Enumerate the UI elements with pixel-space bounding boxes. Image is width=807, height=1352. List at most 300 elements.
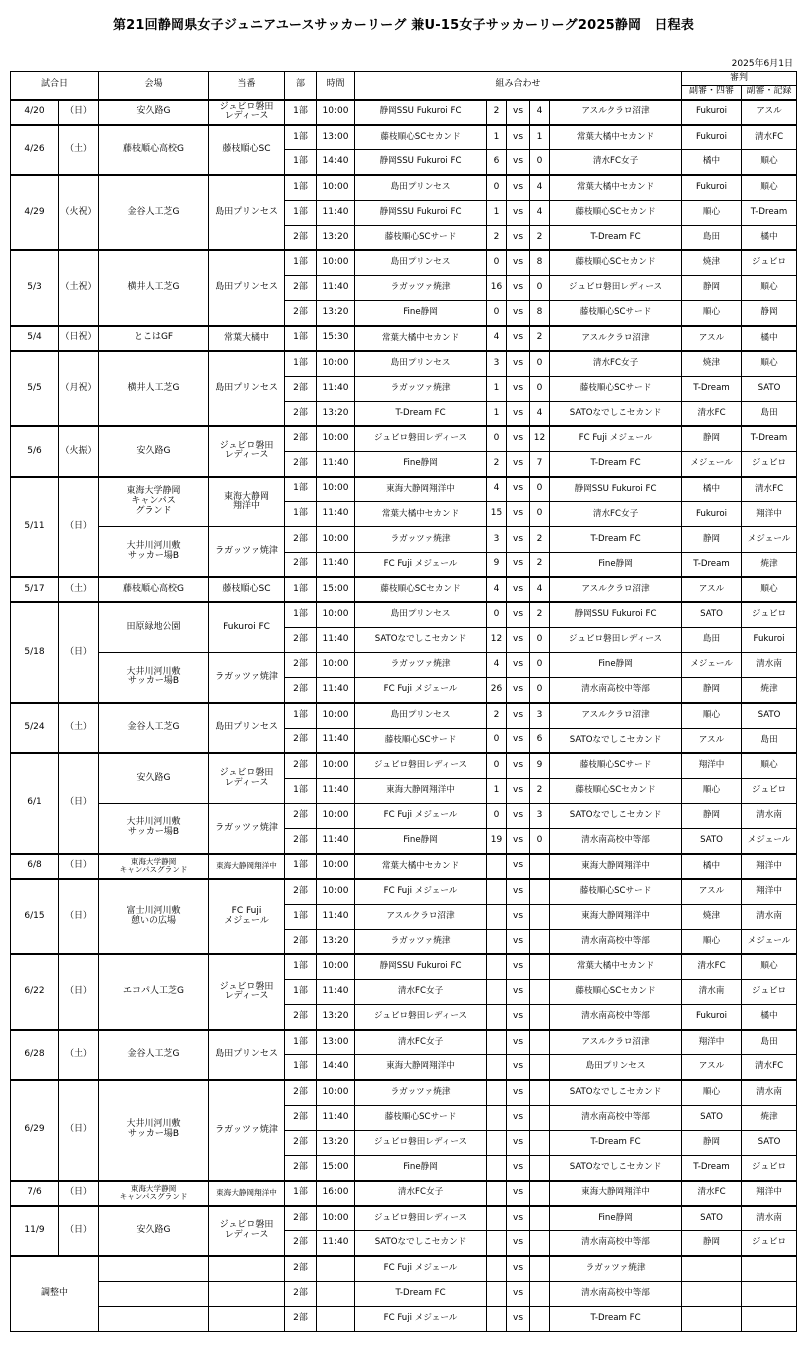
referee-record: 順心 <box>742 351 797 376</box>
match-dow: （土） <box>59 1030 99 1080</box>
referee-sub: 静岡 <box>682 426 742 451</box>
referee-sub: 清水FC <box>682 1181 742 1206</box>
referee-sub: Fukuroi <box>682 502 742 527</box>
match-date: 5/24 <box>11 703 59 753</box>
vs-label: vs <box>507 753 530 778</box>
match-date: 5/11 <box>11 477 59 578</box>
vs-label: vs <box>507 225 530 250</box>
division-cell: 1部 <box>285 175 317 200</box>
host-cell: ラガッツァ焼津 <box>209 653 285 703</box>
venue-cell: 東海大学静岡 キャンパスグランド <box>99 1181 209 1206</box>
away-team: 静岡SSU Fukuroi FC <box>550 602 682 627</box>
division-cell: 2部 <box>285 451 317 476</box>
away-team: 藤枝順心SCセカンド <box>550 250 682 275</box>
referee-record: ジュビロ <box>742 602 797 627</box>
referee-sub: 順心 <box>682 1080 742 1105</box>
home-team: 島田プリンセス <box>355 602 487 627</box>
away-score: 2 <box>530 552 550 577</box>
home-team: ラガッツァ焼津 <box>355 653 487 678</box>
vs-label: vs <box>507 200 530 225</box>
time-cell: 11:40 <box>317 376 355 401</box>
match-row <box>11 954 797 979</box>
away-score <box>530 904 550 929</box>
match-date: 6/8 <box>11 854 59 879</box>
referee-record: 順心 <box>742 275 797 300</box>
away-score <box>530 1005 550 1030</box>
home-score <box>487 1005 507 1030</box>
division-cell: 2部 <box>285 678 317 703</box>
division-cell: 1部 <box>285 326 317 351</box>
match-row <box>11 577 797 602</box>
time-cell: 15:00 <box>317 1155 355 1180</box>
referee-record: 清水FC <box>742 125 797 150</box>
vs-label: vs <box>507 854 530 879</box>
vs-label: vs <box>507 100 530 125</box>
vs-label: vs <box>507 426 530 451</box>
match-row <box>11 602 797 627</box>
time-cell: 10:00 <box>317 703 355 728</box>
away-team: SATOなでしこセカンド <box>550 401 682 426</box>
home-score <box>487 929 507 954</box>
division-cell: 2部 <box>285 728 317 753</box>
division-cell: 1部 <box>285 150 317 175</box>
host-cell: ラガッツァ焼津 <box>209 803 285 853</box>
referee-record: 清水南 <box>742 904 797 929</box>
match-date: 5/18 <box>11 602 59 703</box>
away-team: アスルクラロ沼津 <box>550 326 682 351</box>
time-cell: 11:40 <box>317 979 355 1004</box>
referee-sub: 順心 <box>682 778 742 803</box>
match-dow: （日） <box>59 1080 99 1181</box>
match-date: 11/9 <box>11 1206 59 1256</box>
time-cell: 11:40 <box>317 1231 355 1256</box>
time-cell: 13:20 <box>317 225 355 250</box>
match-row <box>11 477 797 502</box>
host-cell: 島田プリンセス <box>209 175 285 250</box>
venue-cell: 田原緑地公園 <box>99 602 209 652</box>
referee-sub: 順心 <box>682 301 742 326</box>
vs-label: vs <box>507 275 530 300</box>
home-score: 2 <box>487 451 507 476</box>
referee-record: Fukuroi <box>742 627 797 652</box>
referee-sub: アスル <box>682 728 742 753</box>
away-team: 清水南高校中等部 <box>550 1231 682 1256</box>
referee-record: 翔洋中 <box>742 1181 797 1206</box>
home-score: 3 <box>487 351 507 376</box>
venue-cell <box>99 1306 209 1331</box>
home-team: 藤枝順心SCセカンド <box>355 577 487 602</box>
time-cell: 10:00 <box>317 426 355 451</box>
home-team: 清水FC女子 <box>355 1030 487 1055</box>
home-score: 0 <box>487 426 507 451</box>
away-score <box>530 1030 550 1055</box>
referee-sub: 静岡 <box>682 275 742 300</box>
venue-cell: 大井川河川敷 サッカー場B <box>99 1080 209 1181</box>
time-cell <box>317 1256 355 1281</box>
away-score: 12 <box>530 426 550 451</box>
referee-record: メジェール <box>742 929 797 954</box>
away-score: 0 <box>530 627 550 652</box>
home-team: 静岡SSU Fukuroi FC <box>355 200 487 225</box>
venue-cell: 大井川河川敷 サッカー場B <box>99 803 209 853</box>
match-date: 5/17 <box>11 577 59 602</box>
home-score: 15 <box>487 502 507 527</box>
home-team: 島田プリンセス <box>355 175 487 200</box>
vs-label: vs <box>507 602 530 627</box>
host-cell: ジュビロ磐田 レディース <box>209 753 285 803</box>
match-dow: （土祝） <box>59 250 99 325</box>
match-date: 4/29 <box>11 175 59 250</box>
home-score <box>487 1231 507 1256</box>
referee-sub: 橘中 <box>682 150 742 175</box>
venue-cell: 富士川河川敷 憩いの広場 <box>99 879 209 954</box>
away-score: 0 <box>530 678 550 703</box>
away-team: 清水FC女子 <box>550 150 682 175</box>
away-score <box>530 1206 550 1231</box>
referee-sub: メジェール <box>682 653 742 678</box>
time-cell: 14:40 <box>317 150 355 175</box>
away-team: 静岡SSU Fukuroi FC <box>550 477 682 502</box>
division-cell: 2部 <box>285 1281 317 1306</box>
time-cell: 11:40 <box>317 728 355 753</box>
host-cell: ラガッツァ焼津 <box>209 527 285 577</box>
home-team: FC Fuji メジェール <box>355 1306 487 1331</box>
away-team: 常葉大橘中セカンド <box>550 175 682 200</box>
division-cell: 2部 <box>285 275 317 300</box>
away-score: 1 <box>530 125 550 150</box>
vs-label: vs <box>507 577 530 602</box>
referee-sub: 順心 <box>682 200 742 225</box>
referee-record: 清水南 <box>742 653 797 678</box>
referee-sub: アスル <box>682 577 742 602</box>
home-score <box>487 954 507 979</box>
match-row <box>11 1306 797 1331</box>
division-cell: 1部 <box>285 477 317 502</box>
referee-record: SATO <box>742 703 797 728</box>
match-dow: （火振） <box>59 426 99 476</box>
away-score <box>530 979 550 1004</box>
vs-label: vs <box>507 1281 530 1306</box>
home-team: Fine静岡 <box>355 1155 487 1180</box>
host-cell: Fukuroi FC <box>209 602 285 652</box>
vs-label: vs <box>507 1080 530 1105</box>
away-score: 7 <box>530 451 550 476</box>
home-team: 島田プリンセス <box>355 703 487 728</box>
away-score: 0 <box>530 376 550 401</box>
time-cell: 11:40 <box>317 829 355 854</box>
division-cell: 2部 <box>285 879 317 904</box>
division-cell: 1部 <box>285 125 317 150</box>
issue-date: 2025年6月1日 <box>731 59 793 69</box>
vs-label: vs <box>507 1231 530 1256</box>
division-cell: 2部 <box>285 627 317 652</box>
header-ref-record: 副審・記録 <box>742 86 797 100</box>
home-score: 0 <box>487 753 507 778</box>
away-team: アスルクラロ沼津 <box>550 703 682 728</box>
match-dow: （日祝） <box>59 326 99 351</box>
match-dow: （土） <box>59 577 99 602</box>
home-score <box>487 904 507 929</box>
home-team: FC Fuji メジェール <box>355 552 487 577</box>
match-dow: （日） <box>59 954 99 1029</box>
time-cell: 16:00 <box>317 1181 355 1206</box>
away-team: ジュビロ磐田レディース <box>550 275 682 300</box>
vs-label: vs <box>507 326 530 351</box>
away-team: 東海大静岡翔洋中 <box>550 904 682 929</box>
time-cell: 11:40 <box>317 678 355 703</box>
home-team: FC Fuji メジェール <box>355 803 487 828</box>
away-team: 清水南高校中等部 <box>550 1005 682 1030</box>
schedule-table <box>10 71 797 1332</box>
time-cell: 10:00 <box>317 954 355 979</box>
vs-label: vs <box>507 1306 530 1331</box>
referee-sub: T-Dream <box>682 552 742 577</box>
away-score <box>530 1231 550 1256</box>
venue-cell: 東海大学静岡 キャンパスグランド <box>99 854 209 879</box>
venue-cell: 藤枝順心高校G <box>99 577 209 602</box>
away-score: 8 <box>530 250 550 275</box>
referee-record <box>742 1281 797 1306</box>
vs-label: vs <box>507 477 530 502</box>
away-team: SATOなでしこセカンド <box>550 1155 682 1180</box>
referee-record: 島田 <box>742 728 797 753</box>
away-team: 清水FC女子 <box>550 502 682 527</box>
match-date: 5/5 <box>11 351 59 426</box>
division-cell: 1部 <box>285 602 317 627</box>
division-cell: 2部 <box>285 225 317 250</box>
home-score <box>487 879 507 904</box>
division-cell: 1部 <box>285 502 317 527</box>
referee-sub: 翔洋中 <box>682 753 742 778</box>
referee-sub: 清水FC <box>682 401 742 426</box>
referee-sub: 橘中 <box>682 854 742 879</box>
division-cell: 2部 <box>285 426 317 451</box>
division-cell: 1部 <box>285 100 317 125</box>
vs-label: vs <box>507 803 530 828</box>
home-team: T-Dream FC <box>355 401 487 426</box>
referee-sub <box>682 1281 742 1306</box>
division-cell: 2部 <box>285 527 317 552</box>
vs-label: vs <box>507 451 530 476</box>
venue-cell: 安久路G <box>99 426 209 476</box>
home-team: Fine静岡 <box>355 451 487 476</box>
match-row <box>11 125 797 150</box>
referee-record: 清水FC <box>742 1055 797 1080</box>
time-cell: 10:00 <box>317 527 355 552</box>
match-row <box>11 1256 797 1281</box>
away-score <box>530 854 550 879</box>
division-cell: 2部 <box>285 1130 317 1155</box>
match-row <box>11 653 797 678</box>
header-ref-sub: 副審・四審 <box>682 86 742 100</box>
division-cell: 2部 <box>285 1206 317 1231</box>
home-score: 9 <box>487 552 507 577</box>
home-team: 島田プリンセス <box>355 351 487 376</box>
away-team: SATOなでしこセカンド <box>550 728 682 753</box>
match-date: 6/28 <box>11 1030 59 1080</box>
referee-sub: 静岡 <box>682 678 742 703</box>
home-team: FC Fuji メジェール <box>355 678 487 703</box>
referee-record: 清水FC <box>742 477 797 502</box>
home-team: ラガッツァ焼津 <box>355 527 487 552</box>
home-team: 島田プリンセス <box>355 250 487 275</box>
home-score: 4 <box>487 477 507 502</box>
away-score: 8 <box>530 301 550 326</box>
time-cell: 13:00 <box>317 125 355 150</box>
division-cell: 2部 <box>285 1105 317 1130</box>
away-team: 清水南高校中等部 <box>550 1105 682 1130</box>
time-cell: 13:20 <box>317 1005 355 1030</box>
referee-record: 順心 <box>742 150 797 175</box>
match-row <box>11 1030 797 1055</box>
home-team: 清水FC女子 <box>355 1181 487 1206</box>
vs-label: vs <box>507 653 530 678</box>
time-cell: 10:00 <box>317 100 355 125</box>
referee-record: ジュビロ <box>742 778 797 803</box>
time-cell: 10:00 <box>317 477 355 502</box>
referee-record: 橘中 <box>742 1005 797 1030</box>
time-cell: 11:40 <box>317 200 355 225</box>
away-score: 4 <box>530 200 550 225</box>
vs-label: vs <box>507 401 530 426</box>
match-row <box>11 753 797 778</box>
referee-sub: 焼津 <box>682 351 742 376</box>
vs-label: vs <box>507 979 530 1004</box>
host-cell: ジュビロ磐田 レディース <box>209 954 285 1029</box>
time-cell: 11:40 <box>317 1105 355 1130</box>
home-team: ジュビロ磐田レディース <box>355 1206 487 1231</box>
time-cell: 10:00 <box>317 1206 355 1231</box>
match-date: 4/26 <box>11 125 59 175</box>
division-cell: 1部 <box>285 1055 317 1080</box>
home-team: 東海大静岡翔洋中 <box>355 477 487 502</box>
vs-label: vs <box>507 502 530 527</box>
away-score: 0 <box>530 477 550 502</box>
away-score: 6 <box>530 728 550 753</box>
header-referee: 審判 <box>682 72 797 86</box>
match-dow: （土） <box>59 703 99 753</box>
match-date: 4/20 <box>11 100 59 125</box>
vs-label: vs <box>507 125 530 150</box>
referee-sub: Fukuroi <box>682 175 742 200</box>
away-team: 藤枝順心SCサード <box>550 376 682 401</box>
home-score: 4 <box>487 653 507 678</box>
referee-record: T-Dream <box>742 200 797 225</box>
vs-label: vs <box>507 728 530 753</box>
host-cell <box>209 1306 285 1331</box>
home-score: 1 <box>487 778 507 803</box>
division-cell: 2部 <box>285 1080 317 1105</box>
referee-sub: アスル <box>682 1055 742 1080</box>
referee-record: 順心 <box>742 577 797 602</box>
away-team: Fine静岡 <box>550 653 682 678</box>
vs-label: vs <box>507 301 530 326</box>
time-cell: 10:00 <box>317 175 355 200</box>
home-score <box>487 1155 507 1180</box>
away-score: 0 <box>530 502 550 527</box>
division-cell: 2部 <box>285 653 317 678</box>
referee-sub: メジェール <box>682 451 742 476</box>
referee-sub: 静岡 <box>682 527 742 552</box>
home-score: 4 <box>487 577 507 602</box>
home-score: 2 <box>487 703 507 728</box>
away-team: 島田プリンセス <box>550 1055 682 1080</box>
host-cell: 東海大静岡翔洋中 <box>209 1181 285 1206</box>
vs-label: vs <box>507 703 530 728</box>
home-team: ラガッツァ焼津 <box>355 275 487 300</box>
time-cell: 10:00 <box>317 854 355 879</box>
referee-sub: 静岡 <box>682 1231 742 1256</box>
referee-record: T-Dream <box>742 426 797 451</box>
vs-label: vs <box>507 1105 530 1130</box>
host-cell: 島田プリンセス <box>209 1030 285 1080</box>
match-row <box>11 326 797 351</box>
away-team: SATOなでしこセカンド <box>550 1080 682 1105</box>
division-cell: 2部 <box>285 552 317 577</box>
vs-label: vs <box>507 627 530 652</box>
home-team: 東海大静岡翔洋中 <box>355 1055 487 1080</box>
referee-sub: Fukuroi <box>682 125 742 150</box>
host-cell: ジュビロ磐田 レディース <box>209 426 285 476</box>
home-team: FC Fuji メジェール <box>355 1256 487 1281</box>
away-team: SATOなでしこセカンド <box>550 803 682 828</box>
time-cell: 11:40 <box>317 627 355 652</box>
vs-label: vs <box>507 829 530 854</box>
away-score <box>530 1155 550 1180</box>
referee-record: ジュビロ <box>742 451 797 476</box>
home-team: 藤枝順心SCサード <box>355 728 487 753</box>
division-cell: 1部 <box>285 703 317 728</box>
division-cell: 1部 <box>285 854 317 879</box>
vs-label: vs <box>507 150 530 175</box>
match-row <box>11 1206 797 1231</box>
home-team: ラガッツァ焼津 <box>355 1080 487 1105</box>
home-score: 12 <box>487 627 507 652</box>
time-cell: 14:40 <box>317 1055 355 1080</box>
match-row <box>11 803 797 828</box>
time-cell: 15:00 <box>317 577 355 602</box>
match-dow: （日） <box>59 100 99 125</box>
match-date: 5/4 <box>11 326 59 351</box>
venue-cell: 金谷人工芝G <box>99 175 209 250</box>
away-score: 3 <box>530 703 550 728</box>
vs-label: vs <box>507 1055 530 1080</box>
division-cell: 2部 <box>285 829 317 854</box>
time-cell: 15:30 <box>317 326 355 351</box>
host-cell: 藤枝順心SC <box>209 125 285 175</box>
division-cell: 1部 <box>285 904 317 929</box>
home-team: ラガッツァ焼津 <box>355 376 487 401</box>
away-score: 2 <box>530 527 550 552</box>
away-score <box>530 1080 550 1105</box>
away-score <box>530 929 550 954</box>
time-cell: 11:40 <box>317 552 355 577</box>
venue-cell: 金谷人工芝G <box>99 1030 209 1080</box>
vs-label: vs <box>507 778 530 803</box>
match-dow: （日） <box>59 879 99 954</box>
host-cell: 島田プリンセス <box>209 250 285 325</box>
home-score <box>487 854 507 879</box>
referee-record: 橘中 <box>742 326 797 351</box>
header-time: 時間 <box>317 72 355 100</box>
home-team: ジュビロ磐田レディース <box>355 753 487 778</box>
referee-record: 島田 <box>742 401 797 426</box>
time-cell: 10:00 <box>317 653 355 678</box>
referee-sub: 清水南 <box>682 979 742 1004</box>
venue-cell <box>99 1256 209 1281</box>
vs-label: vs <box>507 678 530 703</box>
away-score: 0 <box>530 653 550 678</box>
